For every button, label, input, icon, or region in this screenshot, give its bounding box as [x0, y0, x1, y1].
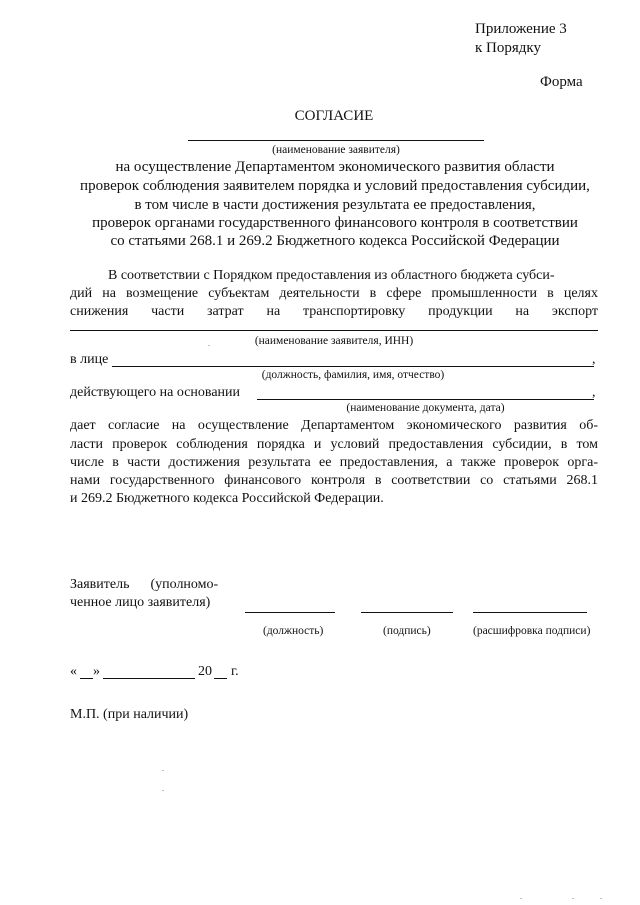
scan-speck: [520, 898, 522, 899]
applicant-inn-line: [70, 330, 598, 331]
acting-basis-label: действующего на основании: [70, 385, 241, 400]
date-open-quote: «: [70, 664, 77, 679]
scan-speck: [162, 770, 164, 771]
applicant-name-caption: (наименование заявителя): [272, 144, 400, 156]
basis-comma: ,: [592, 385, 596, 400]
consent-heading-line-4: проверок органами государственного финансового контроля в соответствии: [92, 215, 578, 231]
intro-line-2: дий на возмещение субъектам деятельности в сфере промышленности в целях: [70, 286, 598, 301]
signer-position-caption: (должность): [263, 625, 324, 637]
in-person-label: в лице: [70, 352, 109, 367]
date-day-line: [80, 678, 93, 679]
basis-document-caption: (наименование документа, дата): [346, 402, 505, 414]
signer-decoding-line: [473, 612, 587, 613]
order-reference: к Порядку: [475, 40, 541, 56]
scan-speck: [600, 898, 602, 899]
signer-position-line: [245, 612, 335, 613]
intro-line-3: снижения части затрат на транспортировку продукции на экспорт: [70, 304, 598, 319]
applicant-signer-label-line-1: Заявитель (уполномо-: [70, 577, 219, 592]
consent-text-line-2: ласти проверок соблюдения порядка и условий предоставления субсидии, в том: [70, 437, 598, 452]
date-year-prefix: 20: [198, 664, 212, 679]
applicant-signer-label-line-2: ченное лицо заявителя): [70, 595, 211, 610]
signer-signature-caption: (подпись): [383, 625, 431, 637]
representative-comma: ,: [592, 352, 596, 367]
signer-signature-line: [361, 612, 453, 613]
consent-text-line-3: числе в части достижения результата ее предоставления, а также проверок орга-: [70, 455, 598, 470]
form-label: Форма: [540, 74, 583, 90]
consent-heading-line-5: со статьями 268.1 и 269.2 Бюджетного кодекса Российской Федерации: [110, 233, 560, 249]
consent-text-line-4: нами государственного финансового контроля в соответствии со статьями 268.1: [70, 473, 598, 488]
representative-caption: (должность, фамилия, имя, отчество): [261, 369, 445, 381]
applicant-inn-caption: (наименование заявителя, ИНН): [254, 335, 414, 347]
consent-heading-line-1: на осуществление Департаментом экономического развития области: [115, 159, 555, 175]
document-title: СОГЛАСИЕ: [294, 108, 374, 124]
scan-speck: [162, 790, 164, 791]
consent-text-line-1: дает согласие на осуществление Департаментом экономического развития об-: [70, 418, 598, 433]
appendix-label: Приложение 3: [475, 21, 567, 37]
signer-decoding-caption: (расшифровка подписи): [473, 625, 591, 637]
consent-text-line-5: и 269.2 Бюджетного кодекса Российской Федерации.: [70, 491, 384, 506]
scan-speck: [572, 898, 574, 899]
basis-document-line: [257, 399, 594, 400]
date-year-suffix: г.: [231, 664, 239, 679]
date-close-quote: »: [93, 664, 100, 679]
consent-heading-line-3: в том числе в части достижения результата ее предоставления,: [134, 197, 536, 213]
consent-heading-line-2: проверок соблюдения заявителем порядка и условий предоставления субсидии,: [80, 178, 590, 194]
scan-speck: [208, 345, 210, 346]
date-month-line: [103, 678, 195, 679]
seal-label: М.П. (при наличии): [70, 707, 189, 722]
representative-line: [112, 366, 594, 367]
date-year-line: [214, 678, 227, 679]
intro-line-1: В соответствии с Порядком предоставления из областного бюджета субси-: [108, 268, 555, 283]
applicant-name-line: [188, 140, 484, 141]
